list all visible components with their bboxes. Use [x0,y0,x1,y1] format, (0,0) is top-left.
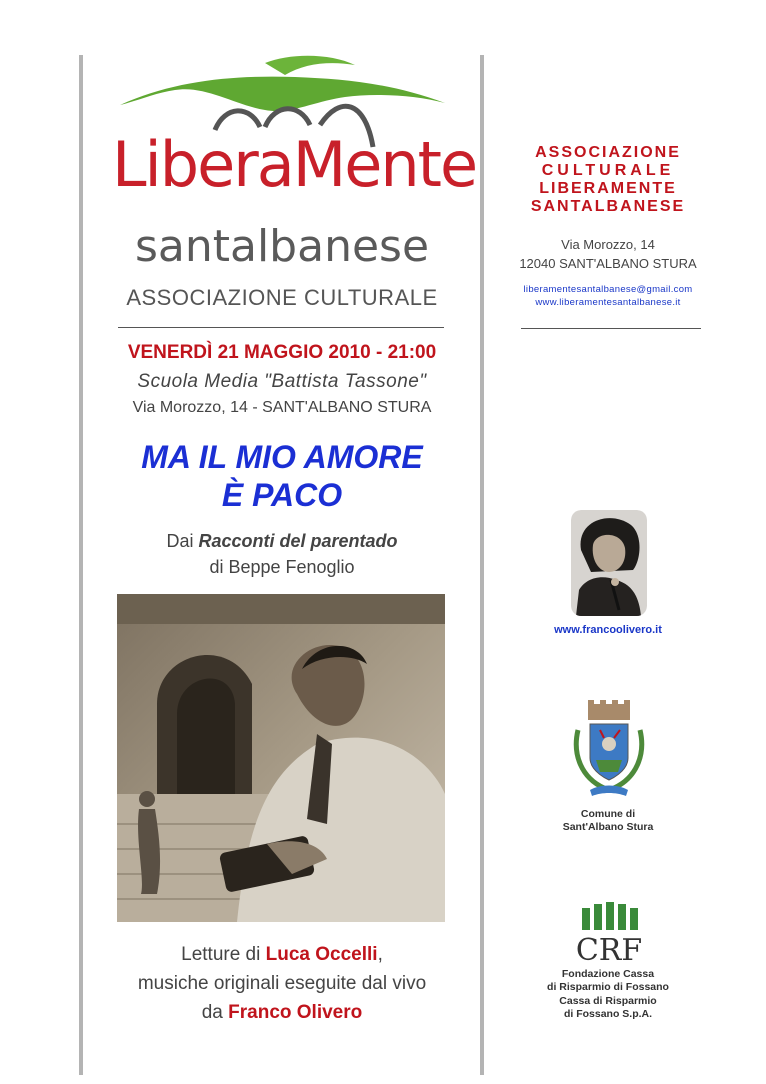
music-line: musiche originali eseguite dal vivo [137,973,427,994]
bank-line1: Cassa di Risparmio [559,995,657,1007]
event-title-line2: È PACO [221,477,343,513]
readings-prefix: Letture di [181,944,266,965]
source-title: Racconti del parentado [198,531,398,551]
reader-name: Luca Occelli [265,944,378,965]
divider [118,327,444,328]
association-name [508,144,708,216]
logo-association: ASSOCIAZIONE CULTURALE [126,285,438,310]
comune-line2: Sant'Albano Stura [562,821,654,833]
association-line: SANTALBANESE [530,198,686,215]
logo-subtitle: santalbanese [134,221,430,272]
music-prefix: da [201,1002,229,1023]
source-prefix: Dai [166,531,199,551]
email-link[interactable]: liberamentesantalbanese@gmail.com [523,284,693,295]
crf-logo-text: CRF [575,933,643,966]
association-address [508,235,708,273]
credits [100,940,464,1027]
artist-website-link[interactable]: www.francoolivero.it [554,624,662,636]
source-work [100,528,464,580]
event-date: VENERDÌ 21 MAGGIO 2010 - 21:00 [127,342,437,363]
contact-links [508,283,708,309]
crf-logo-icon [570,902,648,966]
sponsor-label [508,968,708,1020]
association-line: CULTURALE [541,162,675,179]
address-street: Via Morozzo, 14 [561,237,655,252]
event-title [100,438,464,514]
middle-rule [480,55,484,1075]
event-title-line1: MA IL MIO AMORE [141,439,423,475]
author-photo [117,594,445,922]
address-city: 12040 SANT'ALBANO STURA [519,256,697,271]
event-address: Via Morozzo, 14 - SANT'ALBANO STURA [132,399,432,416]
divider [521,328,701,329]
municipality-label [508,808,708,834]
musician-photo [571,510,647,616]
association-line: LIBERAMENTE [539,180,677,197]
bank-line2: di Fossano S.p.A. [563,1007,653,1020]
event-venue: Scuola Media "Battista Tassone" [137,371,427,392]
logo-wordmark: LiberaMente [112,128,477,201]
fond-line2: di Risparmio di Fossano [547,980,669,993]
left-rule [79,55,83,1075]
association-line: ASSOCIAZIONE [535,144,681,161]
musician-name: Franco Olivero [228,1002,363,1023]
source-author: di Beppe Fenoglio [209,557,355,577]
fond-line1: Fondazione Cassa [561,968,655,980]
website-link[interactable]: www.liberamentesantalbanese.it [535,297,681,308]
readings-comma: , [377,944,383,965]
comune-line1: Comune di [580,808,636,820]
municipal-crest-icon [570,700,648,805]
